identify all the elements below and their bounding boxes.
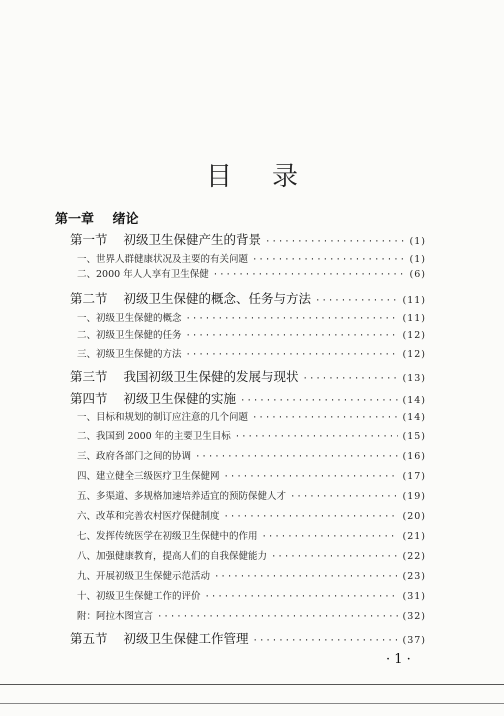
toc-entry-text: 我国初级卫生保健的发展与现状 bbox=[123, 369, 299, 384]
toc-entry-text: 二、我国到 2000 年的主要卫生目标 bbox=[77, 431, 231, 442]
toc-section-entry bbox=[70, 389, 426, 407]
toc-page-ref: (12) bbox=[402, 349, 426, 360]
toc-subentry bbox=[77, 608, 426, 622]
toc-entry-label bbox=[77, 468, 220, 482]
toc-leader-dots bbox=[186, 331, 399, 341]
toc-leader-dots bbox=[265, 237, 406, 247]
toc-entry-label bbox=[77, 346, 182, 360]
toc-entry-label bbox=[77, 508, 220, 522]
toc-subentry bbox=[77, 327, 426, 341]
toc-entry-label bbox=[77, 409, 248, 423]
toc-entry-label bbox=[77, 548, 267, 562]
toc-leader-dots bbox=[195, 452, 398, 462]
bottom-rule-lower bbox=[0, 703, 504, 704]
toc-page-ref: (31) bbox=[402, 591, 426, 602]
toc-entry-label bbox=[77, 266, 209, 280]
toc-subentry bbox=[77, 409, 426, 423]
toc-page-ref: (32) bbox=[402, 611, 426, 622]
toc-page-ref: (12) bbox=[402, 330, 426, 341]
toc-leader-dots bbox=[252, 255, 406, 265]
toc-page-ref: (11) bbox=[402, 295, 426, 306]
toc-subentry bbox=[77, 568, 426, 582]
toc-page-ref: (15) bbox=[402, 431, 426, 442]
toc-page-ref: (23) bbox=[402, 571, 426, 582]
toc-page-ref: (22) bbox=[402, 551, 426, 562]
toc-leader-dots bbox=[240, 396, 398, 406]
toc-entry-text: 八、加强健康教育，提高人们的自我保健能力 bbox=[77, 551, 268, 562]
toc-page-ref: (17) bbox=[402, 471, 426, 482]
page-number: · 1 · bbox=[386, 652, 411, 667]
toc-page-ref: (19) bbox=[402, 491, 426, 502]
toc-leader-dots bbox=[186, 350, 399, 360]
toc-leader-dots bbox=[253, 636, 399, 646]
toc-section-number: 第二节 bbox=[70, 291, 108, 306]
toc-leader-dots bbox=[224, 472, 399, 482]
page-title: 目录 bbox=[205, 162, 338, 192]
toc-entry-label bbox=[77, 428, 231, 442]
toc-leader-dots bbox=[205, 592, 399, 602]
toc-leader-dots bbox=[315, 296, 398, 306]
toc-subentry bbox=[77, 488, 426, 502]
toc-page-ref: (20) bbox=[402, 511, 426, 522]
toc-entry-text: 一、世界人群健康状况及主要的有关问题 bbox=[77, 254, 249, 265]
toc-entry-text: 十、初级卫生保健工作的评价 bbox=[77, 591, 201, 602]
toc-entry-text: 七、发挥传统医学在初级卫生保健中的作用 bbox=[77, 531, 258, 542]
toc-page-ref: (37) bbox=[402, 635, 426, 646]
toc-leader-dots bbox=[252, 413, 398, 423]
toc-section-entry bbox=[70, 367, 426, 385]
toc-entry-label bbox=[70, 289, 311, 307]
toc-leader-dots bbox=[224, 512, 399, 522]
toc-entry-text: 九、开展初级卫生保健示范活动 bbox=[77, 571, 211, 582]
toc-entry-label bbox=[70, 367, 299, 385]
chapter-number: 第一章 bbox=[55, 212, 95, 227]
toc-entry-text: 初级卫生保健的实施 bbox=[123, 391, 237, 406]
toc-leader-dots bbox=[157, 612, 398, 622]
toc-entry-text: 四、建立健全三级医疗卫生保健网 bbox=[77, 471, 220, 482]
toc-page-ref: (13) bbox=[402, 373, 426, 384]
toc-section-entry bbox=[70, 629, 426, 647]
toc-entry-text: 二、初级卫生保健的任务 bbox=[77, 330, 182, 341]
toc-entry-text: 六、改革和完善农村医疗保健制度 bbox=[77, 511, 220, 522]
toc-leader-dots bbox=[214, 572, 398, 582]
toc-subentry bbox=[77, 310, 426, 324]
toc-subentry bbox=[77, 346, 426, 360]
toc-entry-label bbox=[77, 251, 248, 265]
toc-entry-label bbox=[77, 608, 153, 622]
toc-entry-text: 一、目标和规划的制订应注意的几个问题 bbox=[77, 412, 249, 423]
toc-subentry bbox=[77, 266, 426, 280]
toc-leader-dots bbox=[271, 552, 398, 562]
toc-entry-text: 初级卫生保健产生的背景 bbox=[123, 232, 262, 247]
toc-section-number: 第四节 bbox=[70, 391, 108, 406]
toc-entry-text: 初级卫生保健工作管理 bbox=[123, 631, 249, 646]
toc-section-number: 第三节 bbox=[70, 369, 108, 384]
toc-page-ref: (16) bbox=[402, 451, 426, 462]
toc-section-number: 第一节 bbox=[70, 232, 108, 247]
toc-leader-dots bbox=[186, 314, 399, 324]
toc-entry-label bbox=[77, 528, 258, 542]
toc-page-ref: (21) bbox=[402, 531, 426, 542]
toc-entry-label bbox=[77, 568, 210, 582]
toc-entry-text: 初级卫生保健的概念、任务与方法 bbox=[123, 291, 312, 306]
toc-subentry bbox=[77, 548, 426, 562]
toc-entry-label bbox=[70, 389, 236, 407]
toc-entry-label bbox=[77, 310, 182, 324]
toc-leader-dots bbox=[235, 432, 399, 442]
toc-page-ref: (1) bbox=[409, 254, 426, 265]
toc-page-ref: (1) bbox=[409, 236, 426, 247]
toc-subentry bbox=[77, 468, 426, 482]
toc-section-entry bbox=[70, 230, 426, 248]
toc-leader-dots bbox=[290, 492, 398, 502]
toc-subentry bbox=[77, 251, 426, 265]
toc-entry-text: 三、初级卫生保健的方法 bbox=[77, 349, 182, 360]
toc-subentry bbox=[77, 448, 426, 462]
toc-section-entry bbox=[70, 289, 426, 307]
toc-subentry bbox=[77, 588, 426, 602]
toc-page-ref: (14) bbox=[402, 412, 426, 423]
toc-entry-text: 一、初级卫生保健的概念 bbox=[77, 313, 182, 324]
toc-entry-label bbox=[77, 488, 286, 502]
toc-page-ref: (14) bbox=[402, 395, 426, 406]
toc-leader-dots bbox=[303, 374, 399, 384]
toc-page-ref: (6) bbox=[409, 269, 426, 280]
toc-entry-label bbox=[77, 588, 201, 602]
toc-subentry bbox=[77, 428, 426, 442]
toc-leader-dots bbox=[262, 532, 399, 542]
toc-section-number: 第五节 bbox=[70, 631, 108, 646]
toc-subentry bbox=[77, 508, 426, 522]
toc-subentry bbox=[77, 528, 426, 542]
toc-entry-text: 二、2000 年人人享有卫生保健 bbox=[77, 269, 209, 280]
toc-entry-label bbox=[77, 327, 182, 341]
toc-entry-text: 附：阿拉木图宣言 bbox=[77, 611, 154, 622]
toc-leader-dots bbox=[213, 270, 406, 280]
toc-entry-label bbox=[70, 230, 261, 248]
chapter-name: 绪论 bbox=[112, 212, 139, 227]
toc-entry-label bbox=[77, 448, 191, 462]
bottom-rule bbox=[0, 684, 504, 685]
toc-page-ref: (11) bbox=[402, 313, 426, 324]
toc-entry-text: 三、政府各部门之间的协调 bbox=[77, 451, 192, 462]
toc-entry-label bbox=[70, 629, 249, 647]
toc-entry-text: 五、多渠道、多规格加速培养适宜的预防保健人才 bbox=[77, 491, 287, 502]
